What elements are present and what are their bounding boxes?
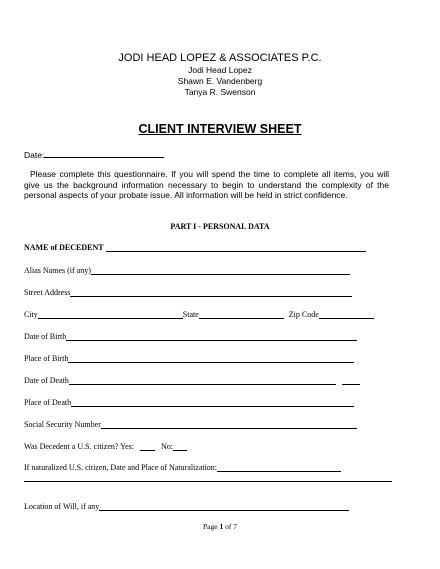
naturalized-continuation-line[interactable] [24,473,392,482]
alias-row [24,266,350,275]
street-row [24,288,352,297]
zip-label: Zip Code [288,310,319,319]
citizen-no-line[interactable] [173,442,187,451]
city-state-zip-row [24,310,374,319]
street-label: Street Address [24,288,71,297]
pob-line[interactable] [68,354,354,363]
state-label: State [182,310,199,319]
dod-extra-line[interactable] [342,376,360,385]
intro-text: Please complete this questionnaire. If you will spend the time to complete all items, you will give us the background information necessary to begin to understand the complexity of the personal aspects of your probate issue. All information will be held in strict confidence. [24,169,389,201]
pob-row [24,354,354,363]
zip-line[interactable] [319,310,374,319]
date-field-row [24,148,164,160]
section-heading: PART I - PERSONAL DATA [170,222,270,231]
page-current: 1 [219,522,224,531]
page-of-label: of [225,522,232,531]
firm-name: JODI HEAD LOPEZ & ASSOCIATES P.C. [118,52,322,64]
page-title: CLIENT INTERVIEW SHEET [138,122,302,136]
pod-row [24,398,354,407]
citizen-yes-line[interactable] [140,442,155,451]
citizen-no-label: No: [161,442,173,451]
citizen-label: Was Decedent a U.S. citizen? Yes: [24,442,134,451]
decedent-name-row [24,243,366,252]
pob-label: Place of Birth [24,354,69,363]
alias-label: Alias Names (if any) [24,266,91,275]
alias-line[interactable] [91,266,350,275]
decedent-name-line[interactable] [106,243,366,252]
will-label: Location of Will, if any [24,502,100,511]
dob-row [24,332,357,341]
date-label: Date: [24,150,45,160]
citizen-row [24,442,187,451]
partner-name-1: Jodi Head Lopez [188,65,252,75]
state-line[interactable] [199,310,284,319]
decedent-name-label: NAME of DECEDENT [24,243,104,252]
street-line[interactable] [70,288,352,297]
will-row [24,502,349,511]
pod-line[interactable] [71,398,354,407]
will-line[interactable] [99,502,349,511]
intro-paragraph [24,169,389,201]
city-label: City [24,310,38,319]
partner-name-2: Shawn E. Vandenberg [177,76,263,86]
page-footer [0,522,440,531]
naturalized-label: If naturalized U.S. citizen, Date and Place of Naturalization: [24,463,218,472]
naturalized-line[interactable] [217,463,341,472]
dob-label: Date of Birth [24,332,67,341]
naturalized-row [24,463,341,472]
dob-line[interactable] [66,332,357,341]
ssn-row [24,420,357,429]
ssn-line[interactable] [101,420,357,429]
dod-row [24,376,360,385]
date-input-line[interactable] [44,148,164,158]
page-total: 7 [233,522,237,531]
partner-name-3: Tanya R. Swenson [184,87,256,97]
page-label: Page [203,522,218,531]
dod-label: Date of Death [24,376,69,385]
dod-line[interactable] [69,376,336,385]
ssn-label: Social Security Number [24,420,101,429]
pod-label: Place of Death [24,398,72,407]
city-line[interactable] [38,310,183,319]
